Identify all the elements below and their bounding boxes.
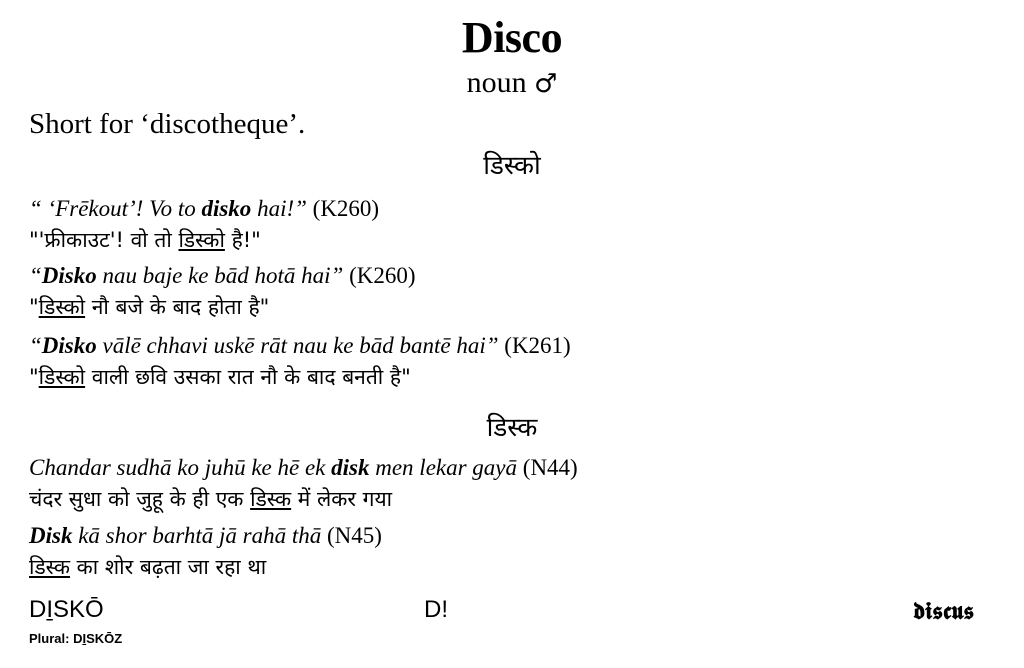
pronunciation-word: DI̱SKŌ <box>29 596 104 623</box>
example-hindi: "डिस्को नौ बजे के बाद होता है" <box>29 295 270 319</box>
example-roman: “ ‘Frēkout’! Vo to disko hai!” (K260) <box>29 196 380 221</box>
part-of-speech: noun <box>466 66 527 99</box>
part-of-speech-line <box>0 66 1024 100</box>
headword: Disco <box>461 13 563 62</box>
example-roman: “Disko vālē chhavi uskē rāt nau ke bād bantē hai” (K261) <box>29 333 571 358</box>
exclamation-mark-label: D! <box>424 596 448 623</box>
male-gender-icon: ♂ <box>534 69 558 99</box>
example-roman: “Disko nau baje ke bād hotā hai” (K260) <box>29 263 416 288</box>
example-hindi: चंदर सुधा को जुहू के ही एक डिस्क में लेकर गया <box>29 487 393 511</box>
example-roman: Chandar sudhā ko juhū ke hē ek disk men lekar gayā (N44) <box>29 455 578 480</box>
definition: Short for ‘discotheque’. <box>29 108 306 140</box>
example-hindi: "डिस्को वाली छवि उसका रात नौ के बाद बनती है" <box>29 365 411 389</box>
example-roman: Disk kā shor barhtā jā rahā thā (N45) <box>29 523 382 548</box>
plural-form: Plural: DI̱SKŌZ <box>29 631 123 646</box>
section-heading-disk: डिस्क <box>486 413 538 443</box>
blackletter-word: 𝖉𝖎𝖘𝖈𝖚𝖘 <box>912 596 974 625</box>
example-hindi: "'फ्रीकाउट'! वो तो डिस्को है!" <box>29 228 261 252</box>
example-hindi: डिस्क का शोर बढ़ता जा रहा था <box>29 555 267 579</box>
section-heading-disko: डिस्को <box>483 151 541 181</box>
